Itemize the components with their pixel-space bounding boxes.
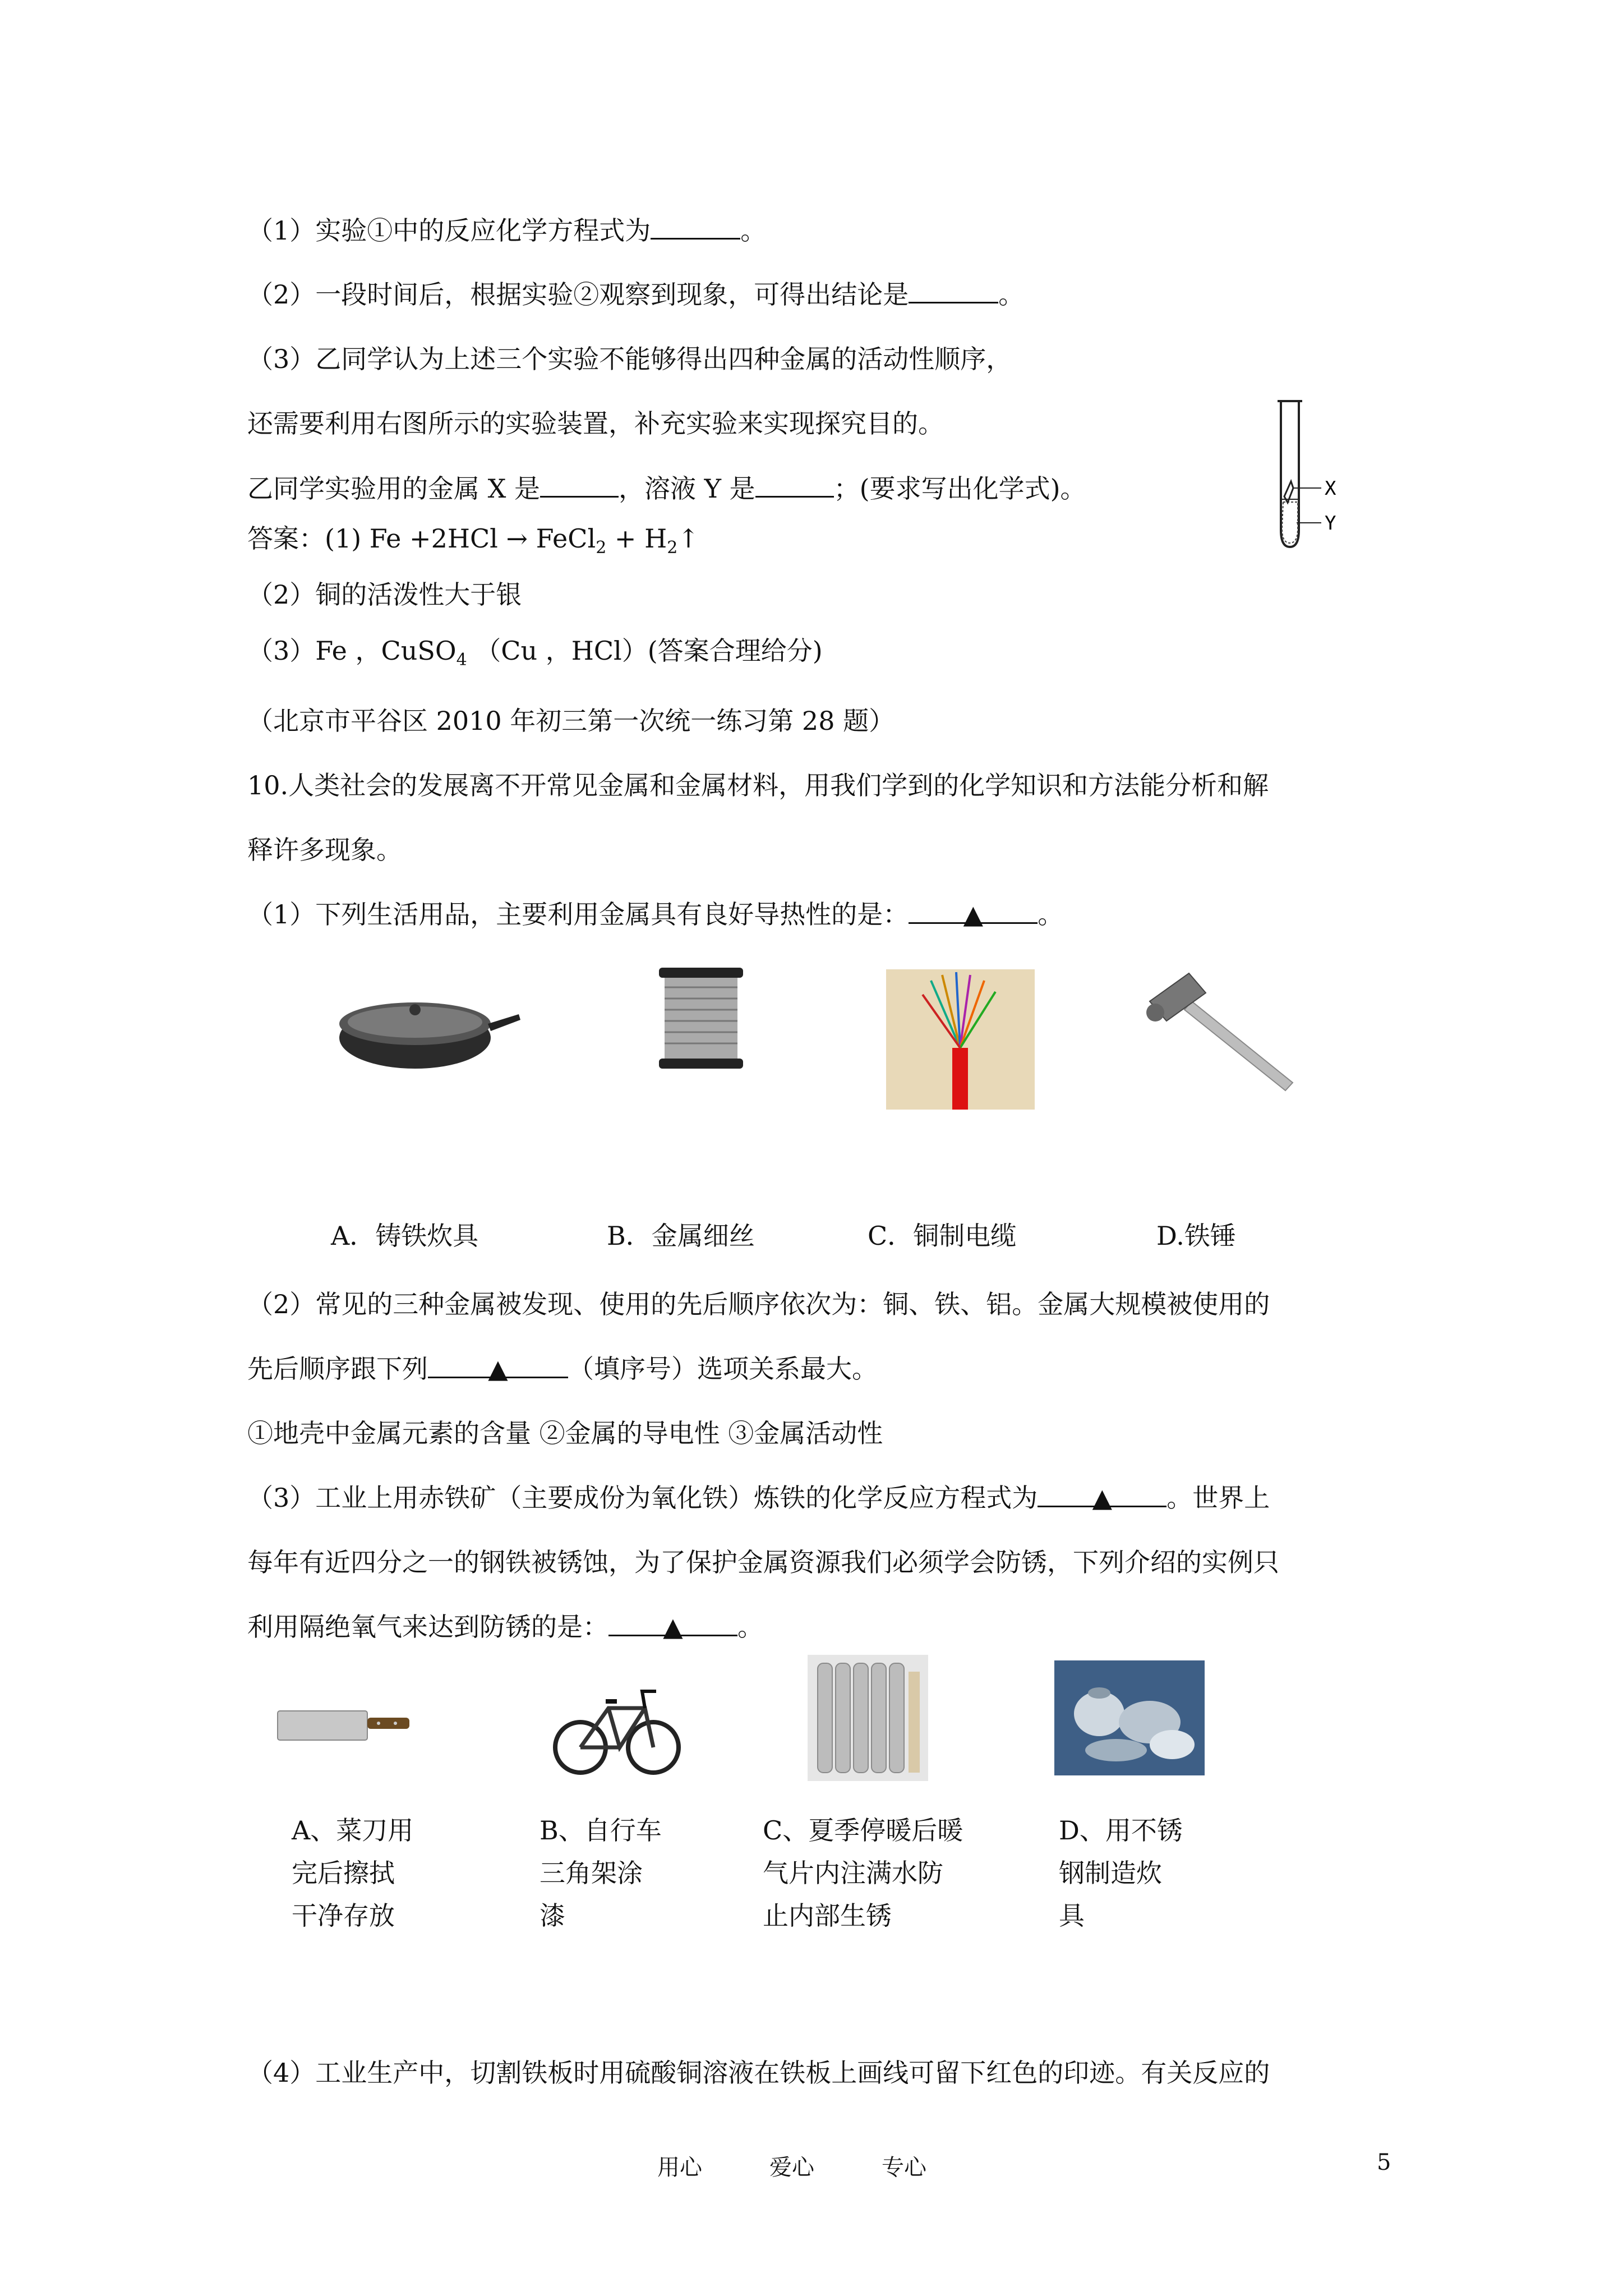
footer-word-3: 专心 bbox=[882, 2155, 926, 2180]
triangle-mark: ▲ bbox=[488, 1354, 508, 1384]
q10-part3-line1: （3）工业上用赤铁矿（主要成份为氧化铁）炼铁的化学反应方程式为 ▲ 。世界上 bbox=[247, 1481, 1270, 1515]
q-line-4: 还需要利用右图所示的实验装置，补充实验来实现探究目的。 bbox=[247, 408, 944, 439]
option2-b-label: B、自行车 三角架涂 漆 bbox=[540, 1815, 662, 1931]
answer-blank[interactable] bbox=[651, 213, 740, 240]
q10-part1: （1）下列生活用品，主要利用金属具有良好导热性的是： ▲ 。 bbox=[247, 898, 1063, 931]
q10-stem-1: 10.人类社会的发展离不开常见金属和金属材料，用我们学到的化学知识和方法能分析和解 bbox=[247, 770, 1269, 800]
cleaver-image bbox=[275, 1705, 412, 1745]
q10-part3-line2: 每年有近四分之一的钢铁被锈蚀，为了保护金属资源我们必须学会防锈，下列介绍的实例只 bbox=[247, 1547, 1279, 1577]
q10-part2-options: ①地壳中金属元素的含量 ②金属的导电性 ③金属活动性 bbox=[247, 1418, 883, 1448]
wok-image bbox=[336, 970, 522, 1083]
solution-y-blank[interactable] bbox=[755, 471, 834, 498]
tube-label-y: Y bbox=[1325, 512, 1336, 535]
hammer-image bbox=[1138, 970, 1295, 1094]
answer-blank[interactable] bbox=[909, 898, 1038, 930]
cookware-image bbox=[1054, 1660, 1205, 1775]
test-tube-figure bbox=[1273, 398, 1357, 555]
answer-blank[interactable] bbox=[1038, 1481, 1166, 1513]
answer-blank[interactable] bbox=[428, 1352, 568, 1384]
answer-1: 答案：(1) Fe +2HCl → FeCl$_2$ + $H_2↑$ bbox=[247, 523, 699, 558]
metal-x-blank[interactable] bbox=[540, 471, 619, 498]
q-line-1: （1）实验①中的反应化学方程式为 。 bbox=[247, 213, 766, 247]
q10-part2-line1: （2）常见的三种金属被发现、使用的先后顺序依次为：铜、铁、铝。金属大规模被使用的 bbox=[247, 1289, 1270, 1319]
q-line-2: （2）一段时间后，根据实验②观察到现象，可得出结论是 。 bbox=[247, 277, 1024, 311]
q10-part2-line2: 先后顺序跟下列 ▲ （填序号）选项关系最大。 bbox=[247, 1352, 878, 1386]
q10-part4-line1: （4）工业生产中，切割铁板时用硫酸铜溶液在铁板上画线可留下红色的印迹。有关反应的 bbox=[247, 2058, 1270, 2088]
footer-word-1: 用心 bbox=[657, 2155, 702, 2180]
page-number: 5 bbox=[1377, 2150, 1391, 2175]
answer-3: （3）Fe ，CuSO$_4$ （Cu ，HCl）(答案合理给分) bbox=[247, 636, 823, 670]
copper-cable-image bbox=[886, 969, 1035, 1110]
bicycle-image bbox=[552, 1669, 681, 1781]
triangle-mark: ▲ bbox=[963, 899, 983, 930]
tube-label-x: X bbox=[1325, 477, 1336, 500]
q-line-5: 乙同学实验用的金属 X 是 ，溶液 Y 是 ；(要求写出化学式)。 bbox=[247, 471, 1086, 505]
wire-spool-image bbox=[653, 962, 749, 1074]
triangle-mark: ▲ bbox=[1092, 1483, 1112, 1513]
option-b-label: B．金属细丝 bbox=[607, 1221, 755, 1251]
footer-word-2: 爱心 bbox=[769, 2155, 814, 2180]
triangle-mark: ▲ bbox=[663, 1612, 683, 1642]
radiator-image bbox=[808, 1655, 928, 1781]
option2-d-label: D、用不锈 钢制造炊 具 bbox=[1059, 1815, 1183, 1931]
option-a-label: A．铸铁炊具 bbox=[331, 1221, 479, 1251]
q10-part3-line3: 利用隔绝氧气来达到防锈的是： ▲ 。 bbox=[247, 1610, 763, 1644]
q-line-3: （3）乙同学认为上述三个实验不能够得出四种金属的活动性顺序， bbox=[247, 344, 1012, 374]
option-c-label: C．铜制电缆 bbox=[868, 1221, 1017, 1251]
answer-blank[interactable] bbox=[909, 277, 998, 303]
answer-blank[interactable] bbox=[608, 1610, 737, 1642]
source-line: （北京市平谷区 2010 年初三第一次统一练习第 28 题） bbox=[247, 706, 895, 736]
option2-a-label: A、菜刀用 完后擦拭 干净存放 bbox=[292, 1815, 414, 1931]
option2-c-label: C、夏季停暖后暖 气片内注满水防 止内部生锈 bbox=[763, 1815, 963, 1931]
option-d-label: D.铁锤 bbox=[1156, 1221, 1236, 1251]
answer-2: （2）铜的活泼性大于银 bbox=[247, 579, 522, 610]
q10-stem-2: 释许多现象。 bbox=[247, 835, 402, 865]
